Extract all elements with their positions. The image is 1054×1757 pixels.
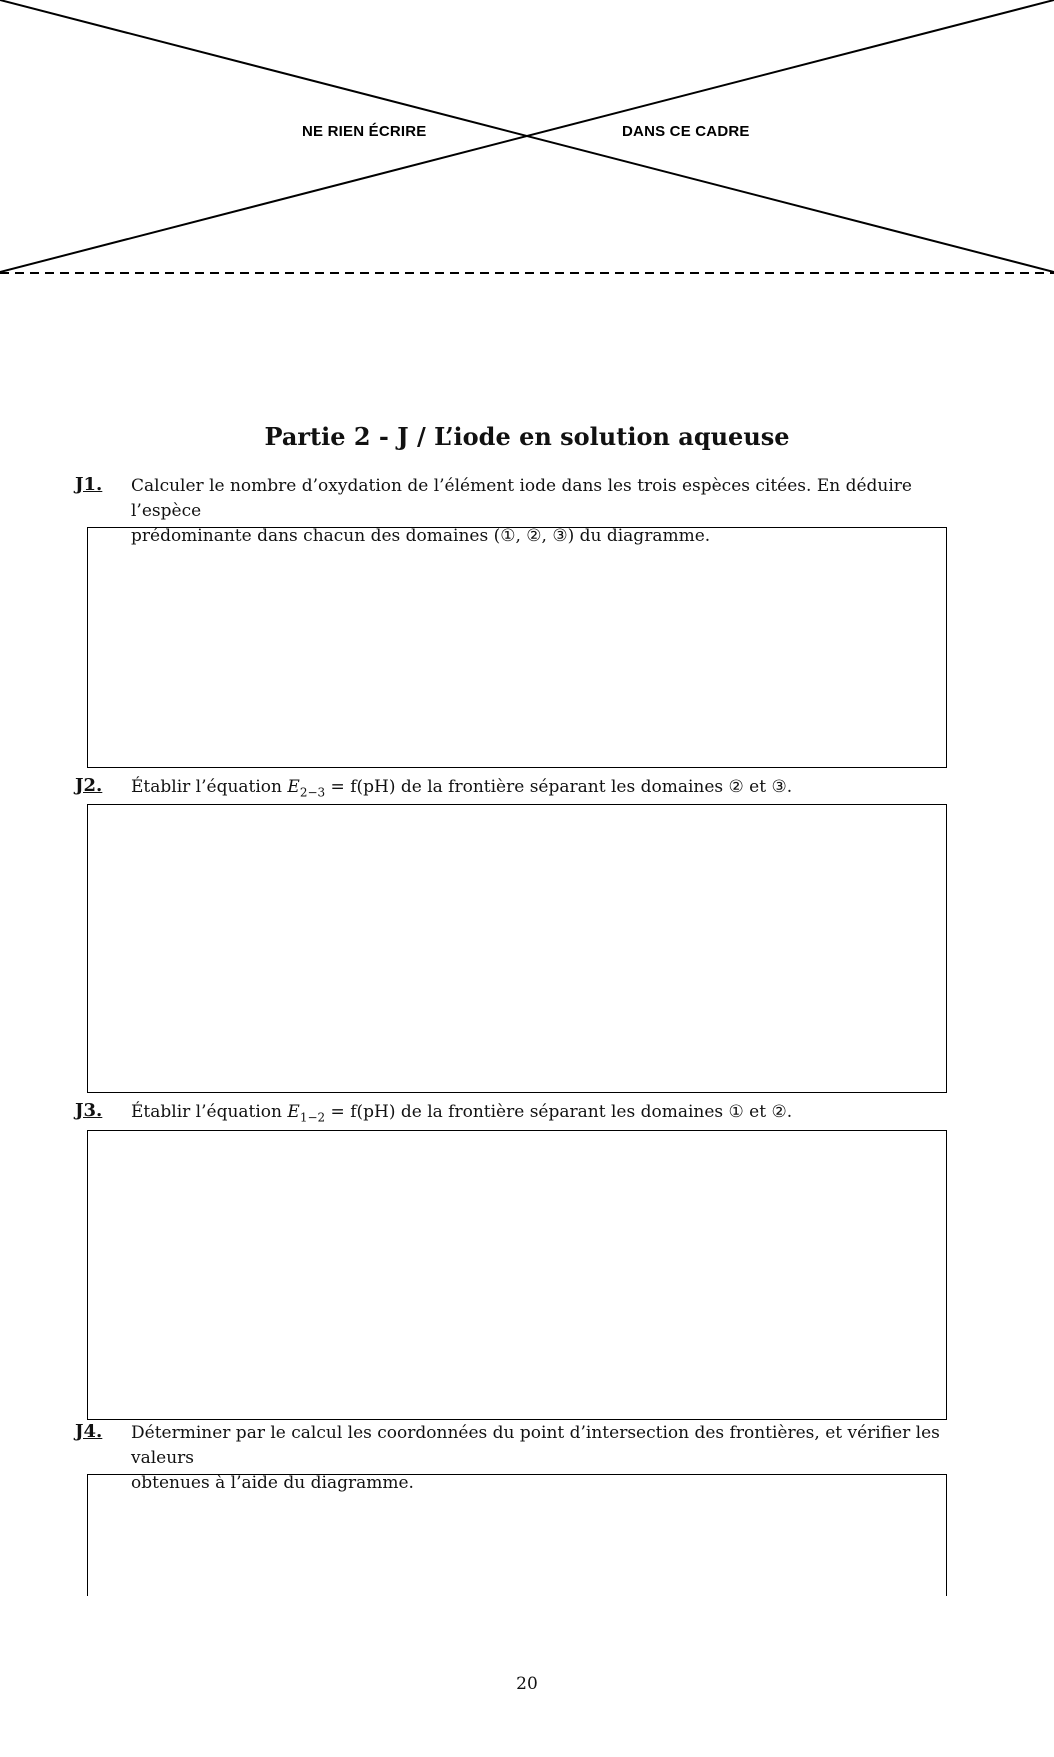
header-left-text: NE RIEN ÉCRIRE xyxy=(302,123,427,140)
q3-var: E xyxy=(287,1102,300,1122)
question-text-j4-line2: obtenues à l’aide du diagramme. xyxy=(131,1473,414,1493)
question-text-j2 xyxy=(131,775,956,805)
answer-box-j1[interactable] xyxy=(87,527,947,768)
page-number: 20 xyxy=(516,1674,538,1694)
question-label-j1: J1. xyxy=(75,474,103,495)
do-not-write-frame xyxy=(0,0,1054,280)
q2-text-before: Établir l’équation xyxy=(131,777,288,797)
question-text-j1-line2: prédominante dans chacun des domaines (①, ②, ③) du diagramme. xyxy=(131,526,711,546)
question-label-j2: J2. xyxy=(75,775,103,796)
answer-box-j4[interactable] xyxy=(87,1474,947,1596)
q3-text-after: = f(pH) de la frontière séparant les domaines ① et ②. xyxy=(325,1102,793,1122)
answer-box-j3[interactable] xyxy=(87,1130,947,1420)
question-text-j4-line1: Déterminer par le calcul les coordonnées du point d’intersection des frontières, et vérifier les valeurs xyxy=(131,1423,940,1468)
question-text-j1-line1: Calculer le nombre d’oxydation de l’élément iode dans les trois espèces citées. En déduire l’espèce xyxy=(131,476,912,521)
q2-sub: 2−3 xyxy=(299,785,326,800)
q3-sub: 1−2 xyxy=(299,1110,326,1125)
header-right-text: DANS CE CADRE xyxy=(622,123,750,140)
section-title: Partie 2 - J / L’iode en solution aqueuse xyxy=(264,422,790,451)
q3-text-before: Établir l’équation xyxy=(131,1102,288,1122)
question-label-j4: J4. xyxy=(75,1421,103,1442)
question-text-j3 xyxy=(131,1100,956,1130)
answer-box-j2[interactable] xyxy=(87,804,947,1093)
q2-text-after: = f(pH) de la frontière séparant les domaines ② et ③. xyxy=(325,777,793,797)
question-label-j3: J3. xyxy=(75,1100,103,1121)
q2-var: E xyxy=(287,777,300,797)
